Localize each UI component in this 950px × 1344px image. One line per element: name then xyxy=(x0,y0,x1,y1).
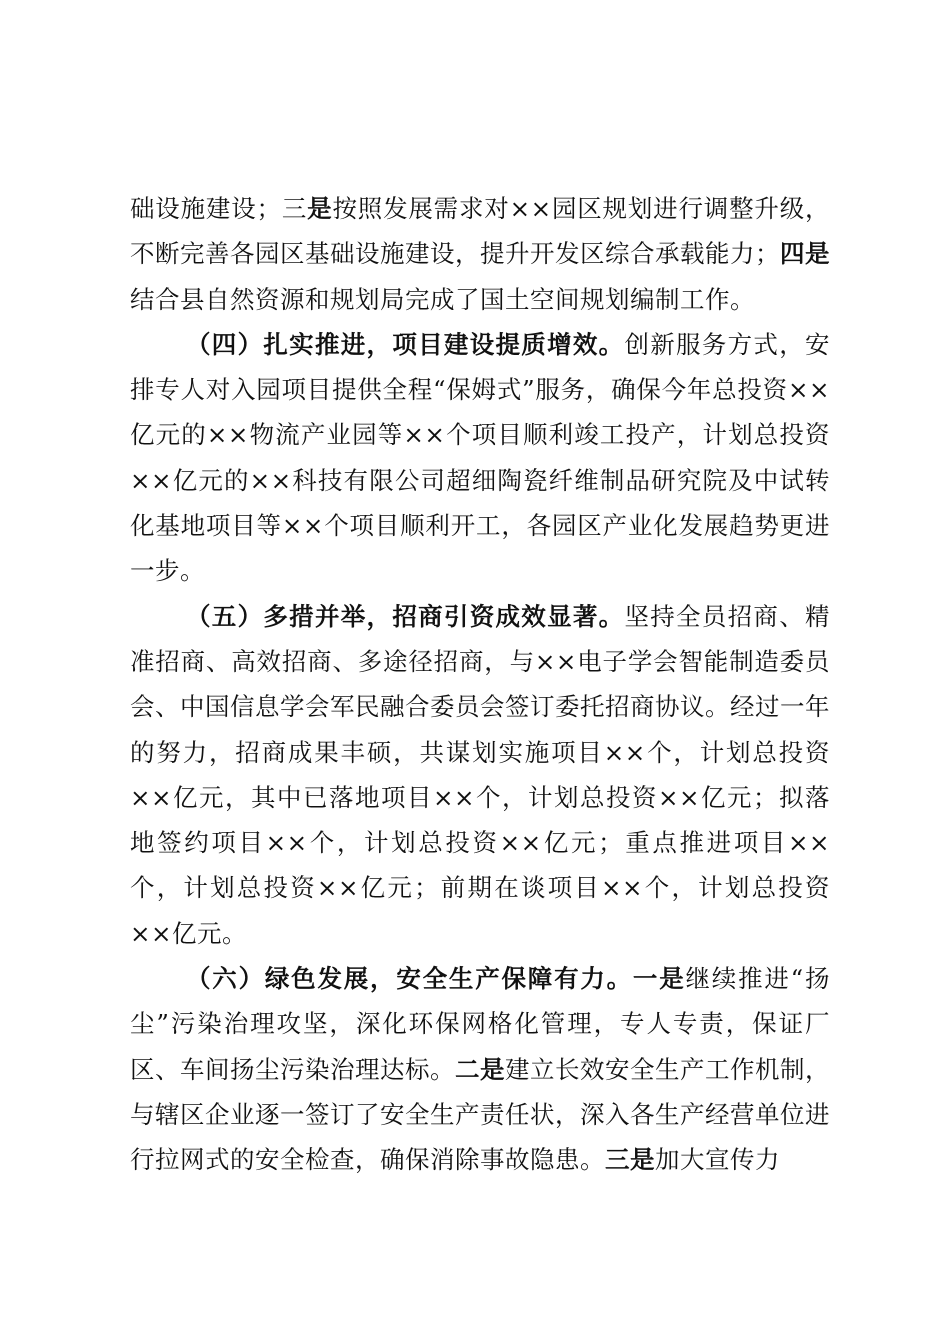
text-segment-bold: 四是 xyxy=(780,239,830,269)
document-body xyxy=(130,186,830,1183)
text-segment-bold: 是 xyxy=(307,194,333,223)
paragraph-section-4 xyxy=(130,322,830,594)
text-segment: 结合县自然资源和规划局完成了国土空间规划编制工作。 xyxy=(130,284,755,314)
text-segment: 按照发展需求对××园区规划进行调整升级，不断完善各园区基础设施建设，提升开发区综合承载能力； xyxy=(130,194,831,269)
text-segment: 加大宣传力 xyxy=(655,1145,780,1175)
section-heading: （五）多措并举，招商引资成效显著。 xyxy=(186,601,625,631)
section-heading: （六）绿色发展，安全生产保障有力。一是 xyxy=(186,964,686,994)
paragraph-infrastructure xyxy=(130,186,830,322)
text-segment: 础设施建设；三 xyxy=(130,194,308,223)
text-segment: 建立长效安全生产工作机制，与辖区企业逐一签订了安全生产责任状，深入各生产经营单位进行拉网式的安全检查，确保消除事故隐患。 xyxy=(130,1054,830,1175)
section-heading: （四）扎实推进，项目建设提质增效。 xyxy=(186,329,625,359)
paragraph-section-5 xyxy=(130,594,830,956)
text-segment-bold: 二是 xyxy=(455,1054,505,1084)
text-segment: 继续推进“扬尘”污染治理攻坚，深化环保网格化管理，专人专责，保证厂区、车间扬尘污染治理达标。 xyxy=(130,964,830,1084)
text-segment: 坚持全员招商、精准招商、高效招商、多途径招商，与××电子学会智能制造委员会、中国信息学会军民融合委员会签订委托招商协议。经过一年的努力，招商成果丰硕，共谋划实施项目××个，计划总投资××亿元，其中已落地项目××个，计划总投资××亿元；拟落地签约项目××个，计划总投资××亿元；重点推进项目××个，计划总投资××亿元；前期在谈项目××个，计划总投资××亿元。 xyxy=(130,601,831,948)
text-segment: 创新服务方式，安排专人对入园项目提供全程“保姆式”服务，确保今年总投资××亿元的××物流产业园等××个项目顺利竣工投产，计划总投资××亿元的××科技有限公司超细陶瓷纤维制品研究院及中试转化基地项目等××个项目顺利开工，各园区产业化发展趋势更进一步。 xyxy=(130,329,831,586)
text-segment-bold: 三是 xyxy=(605,1145,655,1175)
paragraph-section-6 xyxy=(130,956,830,1182)
